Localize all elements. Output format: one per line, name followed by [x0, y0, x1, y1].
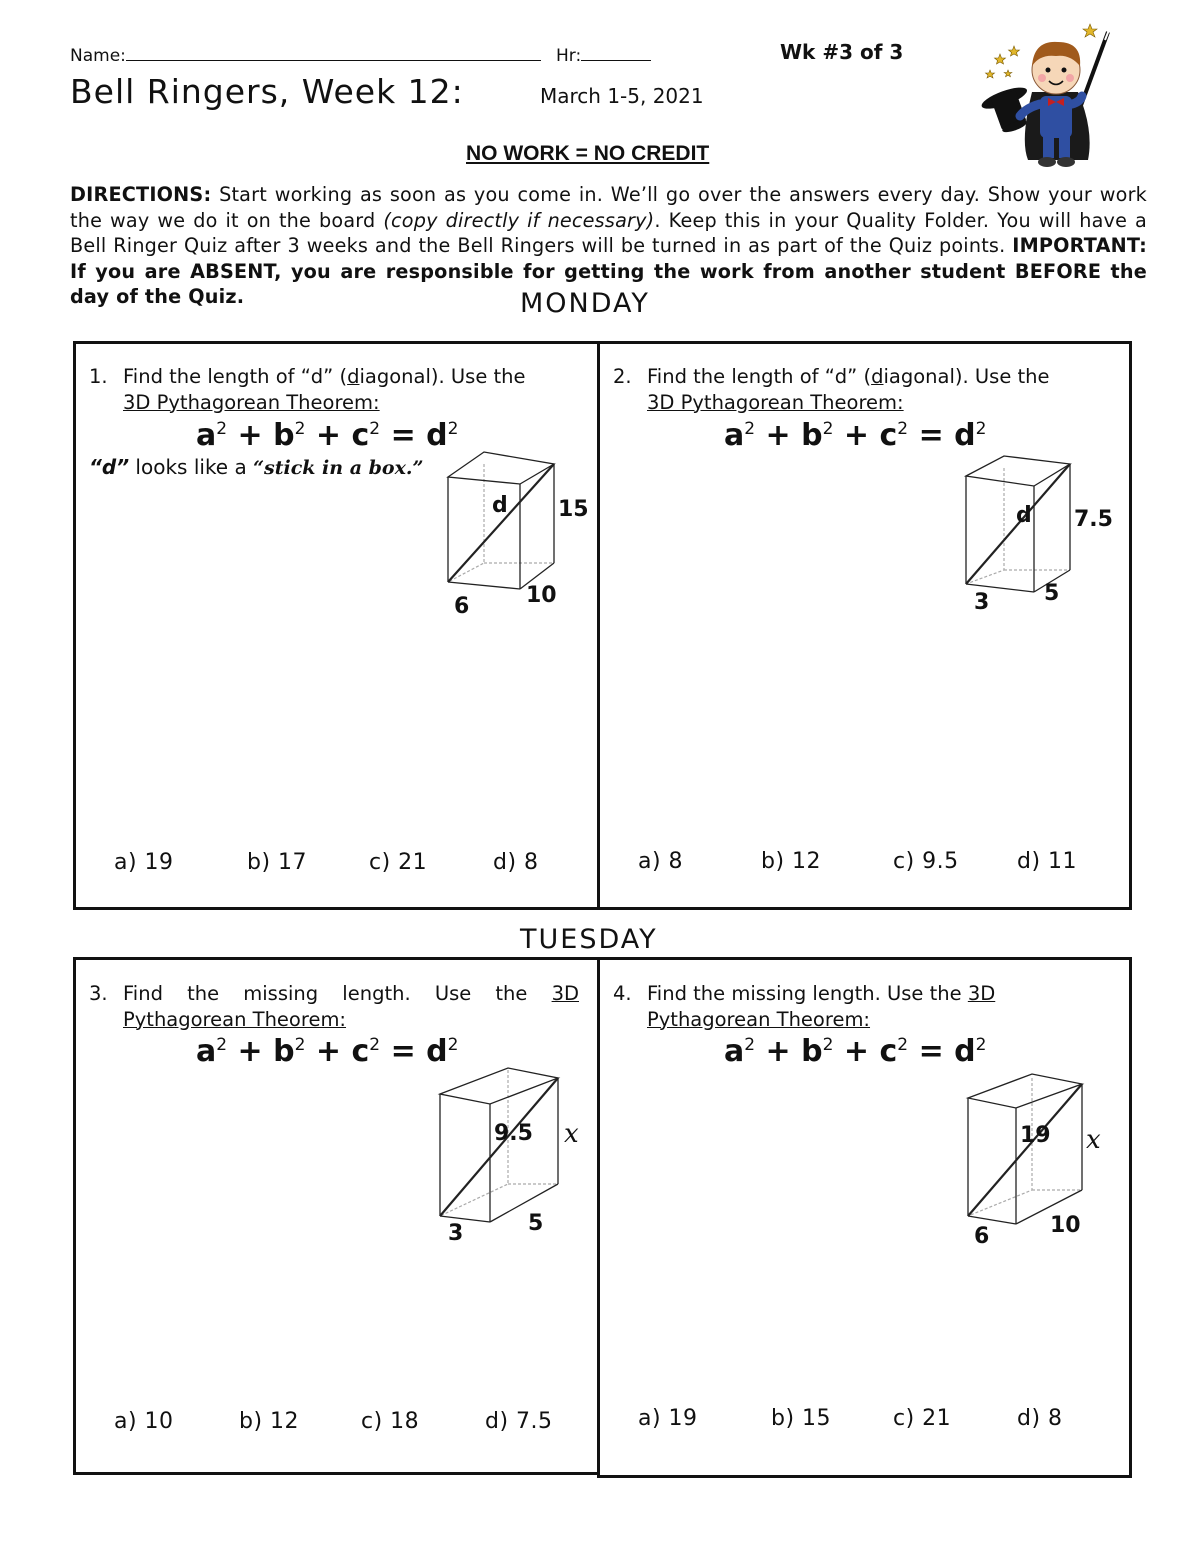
prism-figure-3 [412, 1060, 612, 1250]
question-text [123, 364, 579, 415]
formula: $a^2 + b^2 + c^2 = d^2$ [724, 418, 987, 453]
label-width: 10 [526, 583, 557, 608]
day-heading-tuesday: TUESDAY [520, 924, 658, 955]
label-inner: 9.5 [494, 1121, 533, 1146]
choice-d[interactable]: d) 11 [1017, 849, 1078, 874]
question-text-pre: Find the missing length. Use the [123, 982, 552, 1005]
choice-d[interactable]: d) 8 [1017, 1406, 1063, 1431]
choice-b[interactable]: b) 12 [239, 1409, 300, 1434]
note-stick: “stick in a box.” [253, 457, 424, 479]
question-text-line-2 [123, 1007, 579, 1033]
page-title: Bell Ringers, Week 12: [70, 72, 464, 111]
hour-label: Hr: [556, 46, 582, 66]
choice-c[interactable]: c) 18 [361, 1409, 420, 1434]
directions-label: DIRECTIONS: [70, 183, 212, 206]
note-d: “d” [89, 455, 130, 479]
name-field[interactable] [70, 46, 541, 66]
hour-field[interactable] [556, 46, 651, 66]
choice-a[interactable]: a) 19 [114, 850, 174, 875]
question-text-post: iagonal). Use the [359, 365, 526, 388]
directions-text-2: . Keep this in your Quality Folder. You will have a Bell Ringer Quiz after 3 weeks and the Bell Ringers will be turned in as part of the Quiz points. [70, 208, 1148, 257]
choice-a[interactable]: a) 19 [638, 1406, 698, 1431]
question-number: 1. [89, 365, 108, 388]
label-height: 7.5 [1074, 507, 1113, 532]
formula: $a^2 + b^2 + c^2 = d^2$ [196, 1034, 459, 1069]
theorem-label-b: Pythagorean Theorem: [123, 1007, 347, 1031]
prism-figure-1 [420, 446, 620, 626]
question-text-d: d [347, 365, 360, 388]
prism-figure-2 [940, 452, 1130, 622]
question-text-pre: Find the missing length. Use the [647, 982, 968, 1005]
date-range: March 1-5, 2021 [540, 84, 704, 108]
prism-figure-4 [940, 1068, 1130, 1248]
directions-text-1: Start working as soon as you come in. We’ll go over the answers every day. Show your work the way we do it on the board [70, 183, 1147, 232]
label-width: 10 [1050, 1213, 1081, 1238]
name-label: Name: [70, 46, 126, 66]
no-work-banner: NO WORK = NO CREDIT [466, 142, 710, 165]
question-text-line-2 [647, 1007, 1111, 1033]
day-heading-monday: MONDAY [520, 288, 650, 319]
label-depth: 6 [974, 1224, 990, 1249]
question-text [647, 981, 1111, 1007]
choice-a[interactable]: a) 10 [114, 1409, 174, 1434]
magician-boy-icon [970, 20, 1120, 180]
choice-c[interactable]: c) 21 [893, 1406, 952, 1431]
label-depth: 3 [974, 590, 990, 615]
label-width: 5 [528, 1211, 544, 1236]
question-number: 4. [613, 982, 632, 1005]
label-inner: 19 [1020, 1123, 1051, 1148]
choice-b[interactable]: b) 12 [761, 849, 822, 874]
note-mid: looks like a [129, 455, 254, 479]
theorem-label-a: 3D [967, 982, 996, 1005]
name-blank[interactable] [126, 60, 541, 61]
theorem-label-a: 3D [551, 982, 579, 1005]
label-inner: d [492, 493, 508, 518]
theorem-label-b: Pythagorean Theorem: [647, 1007, 871, 1031]
label-width: 5 [1044, 581, 1060, 606]
question-text-post: iagonal). Use the [883, 365, 1050, 388]
question-1 [89, 364, 579, 415]
choice-b[interactable]: b) 15 [771, 1406, 832, 1431]
question-text-pre: Find the length of “d” ( [123, 365, 348, 388]
choice-a[interactable]: a) 8 [638, 849, 684, 874]
label-height: 15 [558, 497, 589, 522]
question-text-pre: Find the length of “d” ( [647, 365, 872, 388]
label-height: x [564, 1119, 579, 1149]
choice-c[interactable]: c) 9.5 [893, 849, 959, 874]
label-height: x [1086, 1125, 1101, 1155]
choice-b[interactable]: b) 17 [247, 850, 308, 875]
question-4 [613, 981, 1111, 1032]
choice-c[interactable]: c) 21 [369, 850, 428, 875]
theorem-label: 3D Pythagorean Theorem: [647, 390, 904, 414]
formula: $a^2 + b^2 + c^2 = d^2$ [196, 418, 459, 453]
formula: $a^2 + b^2 + c^2 = d^2$ [724, 1034, 987, 1069]
directions-important: IMPORTANT: If you are ABSENT, you are responsible for getting the work from another student BEFORE the day of the Quiz. [70, 234, 1147, 308]
question-text-d: d [871, 365, 884, 388]
directions-text-italic: (copy directly if necessary) [383, 208, 655, 232]
week-of-label: Wk #3 of 3 [780, 40, 904, 64]
question-text [123, 981, 579, 1007]
stick-in-box-note [89, 455, 423, 479]
question-number: 2. [613, 365, 632, 388]
choice-d[interactable]: d) 8 [493, 850, 539, 875]
question-3 [89, 981, 579, 1032]
question-number: 3. [89, 982, 108, 1005]
question-text [647, 364, 1111, 415]
label-depth: 3 [448, 1221, 464, 1246]
question-2 [613, 364, 1111, 415]
hour-blank[interactable] [581, 60, 651, 61]
label-inner: d [1016, 503, 1032, 528]
theorem-label: 3D Pythagorean Theorem: [123, 390, 380, 414]
choice-d[interactable]: d) 7.5 [485, 1409, 553, 1434]
label-depth: 6 [454, 594, 470, 619]
